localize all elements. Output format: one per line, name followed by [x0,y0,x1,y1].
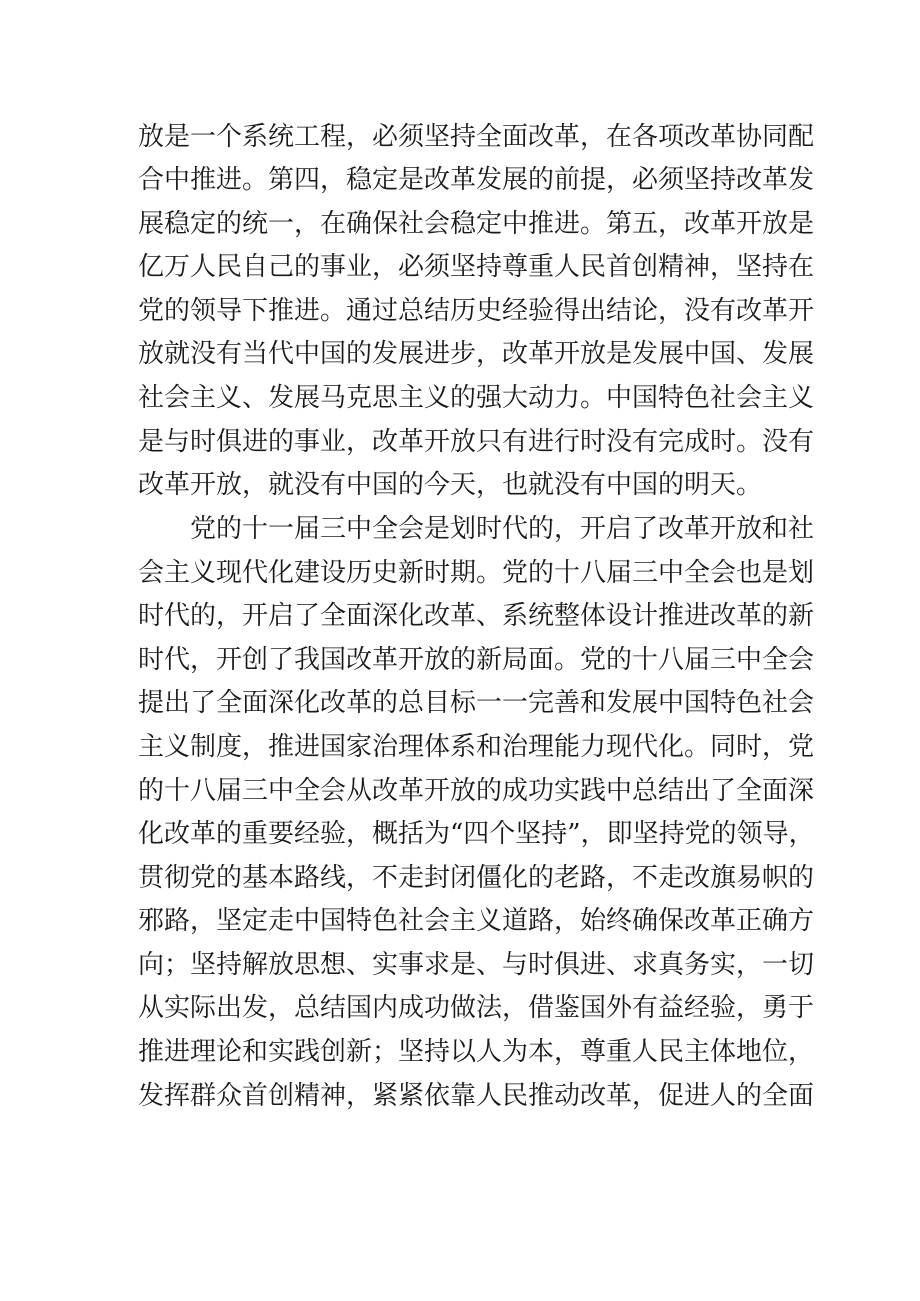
text-line: 的十八届三中全会从改革开放的成功实践中总结出了全面深 [138,776,815,806]
text-line: 邪路，坚定走中国特色社会主义道路，始终确保改革正确方 [138,906,815,936]
text-line: 合中推进。第四，稳定是改革发展的前提，必须坚持改革发 [138,165,815,195]
text-line: 发挥群众首创精神，紧紧依靠人民推动改革，促进人的全面 [138,1081,815,1111]
text-line: 化改革的重要经验，概括为“四个坚持”，即坚持党的领导， [138,819,815,849]
text-line: 社会主义、发展马克思主义的强大动力。中国特色社会主义 [138,383,815,413]
text-line: 贯彻党的基本路线，不走封闭僵化的老路，不走改旗易帜的 [138,863,815,893]
text-line: 放就没有当代中国的发展进步，改革开放是发展中国、发展 [138,339,815,369]
paragraph-first-line: 党的十一届三中全会是划时代的，开启了改革开放和社 [190,514,815,544]
text-line: 亿万人民自己的事业，必须坚持尊重人民首创精神，坚持在 [138,252,815,282]
text-line: 改革开放，就没有中国的今天，也就没有中国的明天。 [138,470,763,500]
text-line: 推进理论和实践创新；坚持以人为本，尊重人民主体地位， [138,1037,815,1067]
text-line: 时代，开创了我国改革开放的新局面。党的十八届三中全会 [138,645,815,675]
text-line: 放是一个系统工程，必须坚持全面改革，在各项改革协同配 [138,122,815,152]
text-line: 向；坚持解放思想、实事求是、与时俱进、求真务实，一切 [138,950,815,980]
text-line: 主义制度，推进国家治理体系和治理能力现代化。同时，党 [138,732,815,762]
text-line: 从实际出发，总结国内成功做法，借鉴国外有益经验，勇于 [138,993,815,1023]
text-line: 提出了全面深化改革的总目标一一完善和发展中国特色社会 [138,688,815,718]
text-line: 展稳定的统一，在确保社会稳定中推进。第五，改革开放是 [138,209,815,239]
text-line: 党的领导下推进。通过总结历史经验得出结论，没有改革开 [138,296,815,326]
text-line: 会主义现代化建设历史新时期。党的十八届三中全会也是划 [138,558,815,588]
text-line: 是与时俱进的事业，改革开放只有进行时没有完成时。没有 [138,427,815,457]
text-line: 时代的，开启了全面深化改革、系统整体设计推进改革的新 [138,601,815,631]
